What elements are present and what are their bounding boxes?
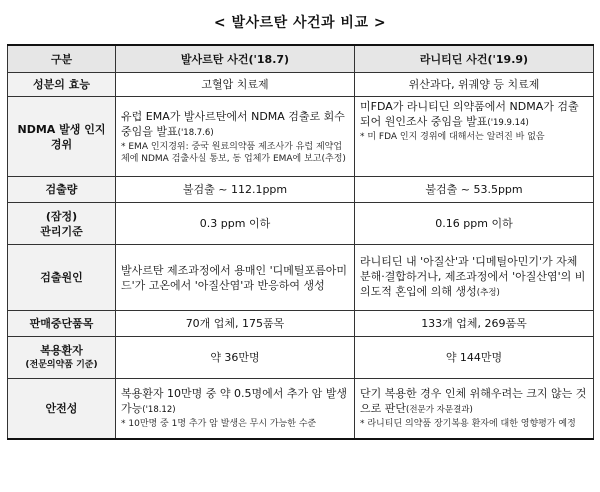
header-valsartan: 발사르탄 사건('18.7): [116, 45, 355, 73]
cell-amount-ranitidine: 불검출 ~ 53.5ppm: [355, 177, 594, 203]
patients-label: 복용환자: [40, 343, 83, 357]
safety-ranitidine-text: 단기 복용한 경우 인체 위해우려는 크지 않는 것으로 판단: [360, 387, 587, 416]
table-row: [8, 379, 594, 439]
ndma-valsartan-text: 유럽 EMA가 발사르탄에서 NDMA 검출로 회수 중임을 발표: [121, 109, 345, 138]
table-row: [8, 97, 594, 177]
header-category: 구분: [8, 45, 116, 73]
table-row: [8, 311, 594, 337]
cell-standard-valsartan: 0.3 ppm 이하: [116, 203, 355, 245]
ndma-ranitidine-date: ('19.9.14): [487, 118, 529, 128]
row-label-patients: [8, 337, 116, 379]
patients-label-sub: (전문의약품 기준): [25, 359, 98, 370]
cell-efficacy-valsartan: 고혈압 치료제: [116, 73, 355, 97]
ndma-valsartan-note: * EMA 인지경위: 중국 원료의약품 제조사가 유럽 제약업체에 NDMA 검출사실 통보, 동 업체가 EMA에 보고(추정): [121, 141, 346, 164]
row-label-standard: [8, 203, 116, 245]
cell-suspension-ranitidine: 133개 업체, 269품목: [355, 311, 594, 337]
row-label-ndma: NDMA 발생 인지경위: [8, 97, 116, 177]
comparison-table: [7, 44, 594, 440]
ndma-ranitidine-note: * 미 FDA 인지 경위에 대해서는 알려진 바 없음: [360, 132, 545, 142]
safety-valsartan-note: * 10만명 중 1명 추가 암 발생은 무시 가능한 수준: [121, 419, 317, 430]
cell-standard-ranitidine: 0.16 ppm 이하: [355, 203, 594, 245]
cause-ranitidine-text: 라니티딘 내 '아질산'과 '디메틸아민기'가 자체 분해·결합하거나, 제조과정에서 '아질산염'의 비의도적 혼입에 의해 생성: [360, 255, 586, 298]
cell-efficacy-ranitidine: 위산과다, 위궤양 등 치료제: [355, 73, 594, 97]
cell-suspension-valsartan: 70개 업체, 175품목: [116, 311, 355, 337]
cause-ranitidine-suffix: (추정): [476, 288, 500, 298]
cell-cause-ranitidine: [355, 245, 594, 311]
table-row: [8, 177, 594, 203]
ndma-ranitidine-text: 미FDA가 라니티딘 의약품에서 NDMA가 검출되어 원인조사 중임을 발표: [360, 100, 579, 128]
cell-ndma-valsartan: [116, 97, 355, 177]
cell-ndma-ranitidine: [355, 97, 594, 177]
cell-amount-valsartan: 불검출 ~ 112.1ppm: [116, 177, 355, 203]
table-row: [8, 245, 594, 311]
row-label-efficacy: 성분의 효능: [8, 73, 116, 97]
safety-ranitidine-note: * 라니티딘 의약품 장기복용 환자에 대한 영향평가 예정: [360, 419, 576, 430]
table-title: < 발사르탄 사건과 비교 >: [213, 15, 387, 31]
cell-safety-valsartan: [116, 379, 355, 439]
safety-valsartan-text: 복용환자 10만명 중 약 0.5명에서 추가 암 발생 가능: [121, 387, 347, 416]
table-row: [8, 337, 594, 379]
cell-cause-valsartan: 발사르탄 제조과정에서 용매인 '디메틸포름아미드'가 고온에서 '아질산염'과 반응하여 생성: [116, 245, 355, 311]
safety-ranitidine-suffix: (전문가 자문결과): [406, 405, 473, 416]
standard-label-line2: 관리기준: [40, 224, 83, 238]
safety-valsartan-date: ('18.12): [142, 405, 176, 416]
row-label-cause: 검출원인: [8, 245, 116, 311]
ndma-valsartan-date: ('18.7.6): [177, 127, 214, 138]
table-row: [8, 73, 594, 97]
cell-patients-valsartan: 약 36만명: [116, 337, 355, 379]
row-label-suspension: 판매중단품목: [8, 311, 116, 337]
table-row: [8, 203, 594, 245]
cell-patients-ranitidine: 약 144만명: [355, 337, 594, 379]
header-row: [8, 45, 594, 73]
header-ranitidine: 라니티딘 사건('19.9): [355, 45, 594, 73]
cell-safety-ranitidine: [355, 379, 594, 439]
row-label-safety: 안전성: [8, 379, 116, 439]
standard-label-line1: (잠정): [45, 209, 78, 223]
row-label-amount: 검출량: [8, 177, 116, 203]
